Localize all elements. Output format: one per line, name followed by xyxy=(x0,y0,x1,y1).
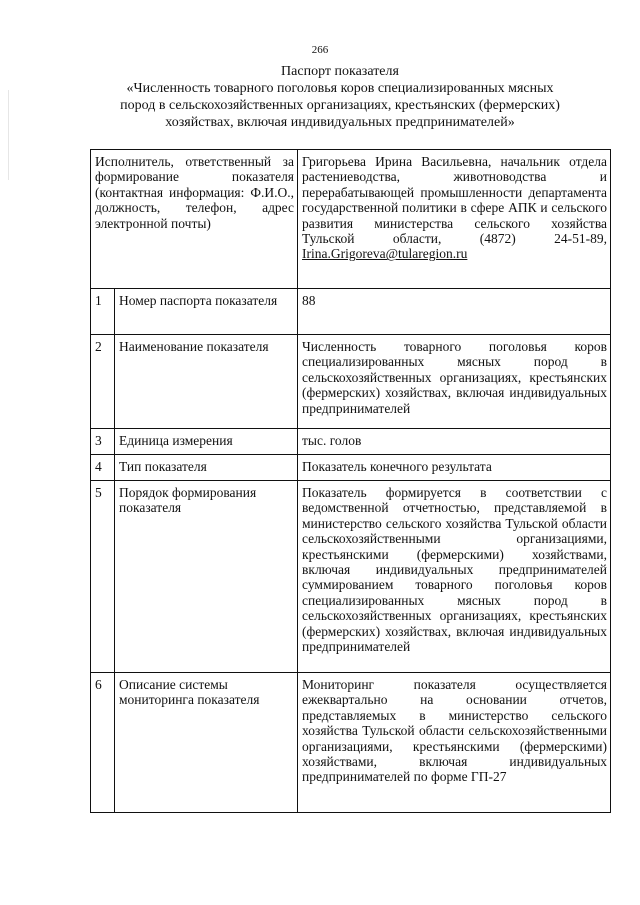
table-row xyxy=(91,429,611,455)
table-row xyxy=(91,455,611,481)
row-value: Численность товарного поголовья коров специализированных мясных пород в сельскохозяйственных организациях, крестьянских (фермерских) хозяйствах, включая индивидуальных предпринимателей xyxy=(298,335,611,429)
title-line-2: «Численность товарного поголовья коров специализированных мясных xyxy=(126,81,554,96)
table-row xyxy=(91,481,611,673)
page-number: 266 xyxy=(311,44,329,56)
executor-label: Исполнитель, ответственный за формирование показателя (контактная информация: Ф.И.О., должность, телефон, адрес электронной почты) xyxy=(91,150,298,289)
indicator-passport-table xyxy=(90,149,611,813)
table-row xyxy=(91,335,611,429)
executor-email-link[interactable]: Irina.Grigoreva@tularegion.ru xyxy=(302,246,468,262)
row-name: Наименование показателя xyxy=(115,335,298,429)
row-name: Номер паспорта показателя xyxy=(115,289,298,335)
row-number: 3 xyxy=(91,429,115,455)
title-line-4: хозяйствах, включая индивидуальных предпринимателей» xyxy=(165,115,515,130)
table-row xyxy=(91,289,611,335)
table-row-executor xyxy=(91,150,611,289)
scan-margin-mark xyxy=(8,90,9,180)
executor-name-position: Григорьева Ирина Васильевна, начальник отдела растениеводства, животноводства и перерабатывающей промышленности департамента государственной политики в сфере АПК и сельского развития министерства сельского хозяйства Тульской области, xyxy=(302,154,608,247)
row-value: 88 xyxy=(298,289,611,335)
row-name: Единица измерения xyxy=(115,429,298,455)
row-value: тыс. голов xyxy=(298,429,611,455)
table-row xyxy=(91,673,611,813)
row-number: 4 xyxy=(91,455,115,481)
row-number: 2 xyxy=(91,335,115,429)
row-name: Порядок формирования показателя xyxy=(115,481,298,673)
row-value: Показатель конечного результата xyxy=(298,455,611,481)
row-value: Мониторинг показателя осуществляется ежеквартально на основании отчетов, представляемых в министерство сельского хозяйства Тульской области сельскохозяйственными организациями, крестьянскими (фермерскими) хозяйствами, включая индивидуальных предпринимателей по форме ГП-27 xyxy=(298,673,611,813)
title-line-1: Паспорт показателя xyxy=(281,64,399,79)
row-name: Тип показателя xyxy=(115,455,298,481)
document-title xyxy=(80,63,600,131)
row-value: Показатель формируется в соответствии с ведомственной отчетностью, представляемой в министерство сельского хозяйства Тульской области сельскохозяйственными организациями, крестьянскими (фермерскими) хозяйствами, включая индивидуальных предпринимателей суммированием товарного поголовья коров специализированных мясных пород в сельскохозяйственных организациях, крестьянских (фермерских) хозяйствах, включая индивидуальных предпринимателей xyxy=(298,481,611,673)
row-number: 1 xyxy=(91,289,115,335)
title-line-3: пород в сельскохозяйственных организациях, крестьянских (фермерских) xyxy=(120,98,560,113)
row-number: 6 xyxy=(91,673,115,813)
row-number: 5 xyxy=(91,481,115,673)
executor-phone: (4872) 24-51-89, xyxy=(479,231,608,247)
row-name: Описание системы мониторинга показателя xyxy=(115,673,298,813)
executor-value xyxy=(298,150,611,289)
